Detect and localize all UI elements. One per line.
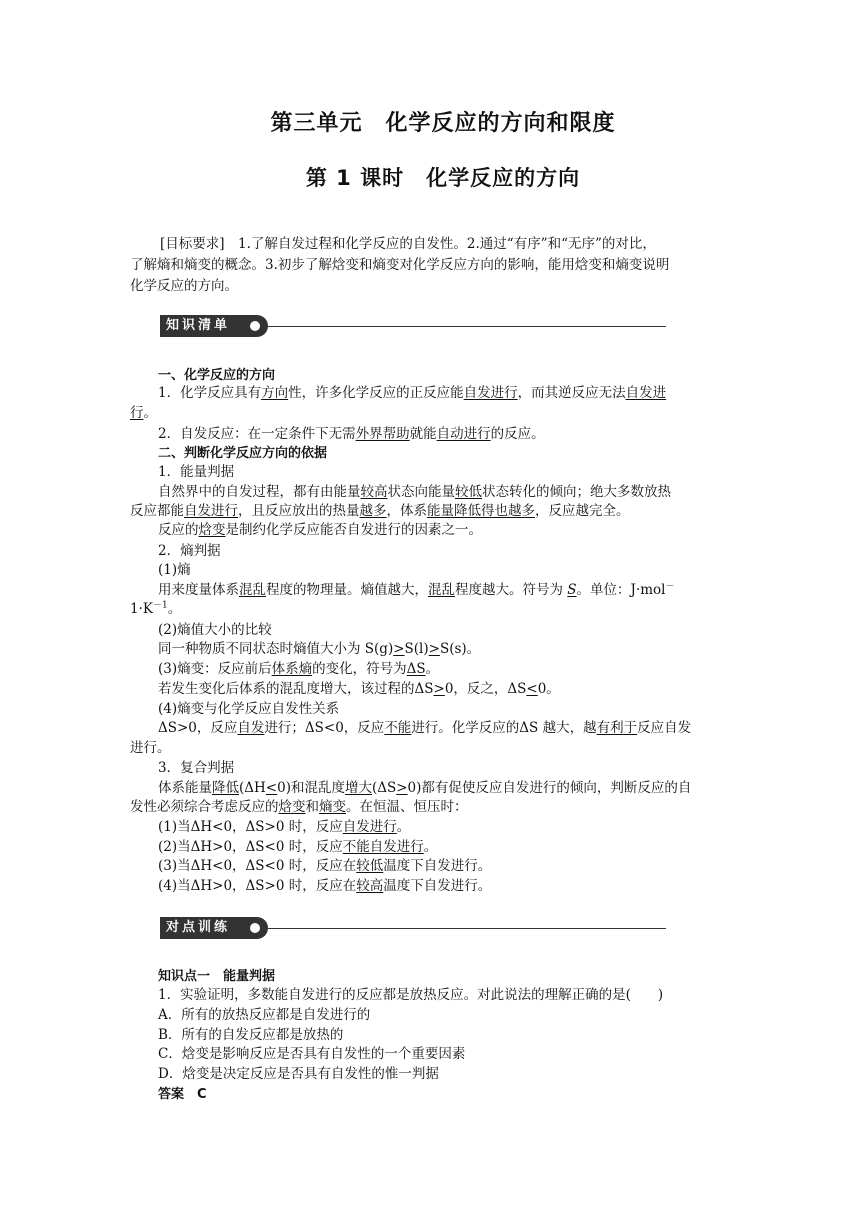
combo-case1: (1)当ΔH<0，ΔS>0 时，反应自发进行。 (158, 819, 411, 835)
section2-heading: 二、判断化学反应方向的依据 (158, 446, 328, 461)
option-c: C．焓变是影响反应是否具有自发性的一个重要因素 (158, 1046, 466, 1062)
knowledge-point-heading: 知识点一 能量判据 (158, 969, 276, 984)
entropy-2: (2)熵值大小的比较 (158, 622, 272, 638)
entropy-criterion-heading: 2．熵判据 (158, 543, 221, 559)
combo-case3: (3)当ΔH<0，ΔS<0 时，反应在较低温度下自发进行。 (158, 858, 492, 874)
combo-p2: 发性必须综合考虑反应的焓变和熵变。在恒温、恒压时： (130, 799, 468, 815)
goals-label: [目标要求] (160, 236, 225, 252)
entropy-3: (3)熵变：反应前后体系熵的变化，符号为ΔS。 (158, 661, 440, 677)
s1-item1-cont: 行。 (130, 405, 157, 421)
combo-case4: (4)当ΔH>0，ΔS>0 时，反应在较高温度下自发进行。 (158, 878, 492, 894)
entropy-4b: 进行。 (130, 740, 171, 756)
banner-label: 知识清单 (160, 315, 268, 337)
energy-p2: 反应都能自发进行，且反应放出的热量越多，体系能量降低得也越多，反应越完全。 (130, 503, 630, 519)
option-d: D．焓变是决定反应是否具有自发性的惟一判据 (158, 1066, 439, 1082)
banner-dot-icon (250, 321, 260, 331)
entropy-1b: $1\cdot K^{-1}$。 (130, 600, 182, 617)
s1-item2: 2．自发反应：在一定条件下无需外界帮助就能自动进行的反应。 (158, 426, 545, 442)
banner-dot-icon (250, 923, 260, 933)
combo-case2: (2)当ΔH>0，ΔS<0 时，反应不能自发进行。 (158, 839, 438, 855)
lesson-title: 第 1 课时 化学反应的方向 (305, 166, 581, 190)
entropy-4a: ΔS>0，反应自发进行；ΔS<0，反应不能进行。化学反应的ΔS 越大，越有利于反应自发 (158, 720, 692, 736)
banner-rule (268, 326, 666, 327)
option-a: A．所有的放热反应都是自发进行的 (158, 1007, 371, 1023)
option-b: B．所有的自发反应都是放热的 (158, 1027, 344, 1043)
goals-line2: 了解熵和熵变的概念。3.初步了解焓变和熵变对化学反应方向的影响，能用焓变和熵变说明 (130, 257, 670, 273)
answer: 答案 C (158, 1087, 207, 1102)
entropy-2a: 同一种物质不同状态时熵值大小为 S(g)>S(l)>S(s)。 (158, 641, 481, 657)
banner-label: 对点训练 (160, 917, 268, 939)
section1-heading: 一、化学反应的方向 (158, 368, 276, 383)
combo-p1: 体系能量降低(ΔH<0)和混乱度增大(ΔS>0)都有促使反应自发进行的倾向，判断反应的自 (158, 780, 692, 796)
entropy-1a: 用来度量体系混乱程度的物理量。熵值越大，混乱程度越大。符号为 S。单位：J·mol－ (158, 581, 675, 598)
goals-line3: 化学反应的方向。 (130, 278, 238, 294)
learning-goals (130, 234, 732, 297)
combined-criterion-heading: 3．复合判据 (158, 760, 235, 776)
entropy-1: (1)熵 (158, 562, 191, 578)
entropy-3a: 若发生变化后体系的混乱度增大，该过程的ΔS>0，反之，ΔS<0。 (158, 681, 560, 697)
energy-p1: 自然界中的自发过程，都有由能量较高状态向能量较低状态转化的倾向；绝大多数放热 (158, 484, 671, 500)
entropy-4: (4)熵变与化学反应自发性关系 (158, 701, 340, 717)
energy-p3: 反应的焓变是制约化学反应能否自发进行的因素之一。 (158, 522, 482, 538)
goals-line1: 1.了解自发过程和化学反应的自发性。2.通过“有序”和“无序”的对比， (224, 236, 656, 252)
energy-criterion-heading: 1．能量判据 (158, 464, 235, 480)
banner-rule (268, 928, 666, 929)
unit-title: 第三单元 化学反应的方向和限度 (270, 111, 616, 136)
s1-item1: 1．化学反应具有方向性，许多化学反应的正反应能自发进行，而其逆反应无法自发进 (158, 385, 667, 401)
question-1: 1．实验证明，多数能自发进行的反应都是放热反应。对此说法的理解正确的是( ) (158, 987, 664, 1003)
